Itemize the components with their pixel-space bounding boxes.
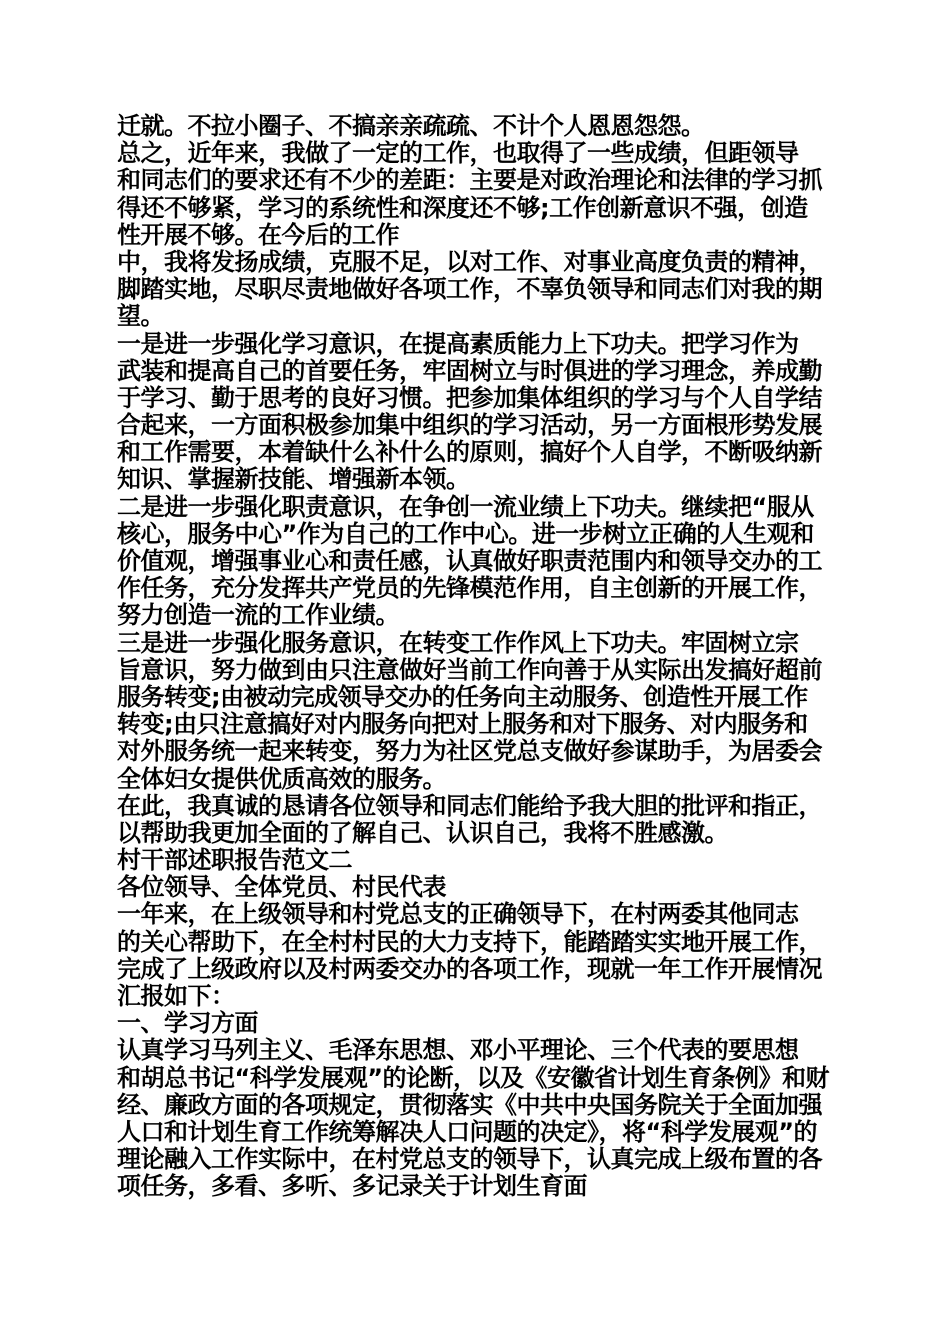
text-line: 服务转变;由被动完成领导交办的任务向主动服务、创造性开展工作 [117,682,808,711]
text-line: 汇报如下： [117,982,235,1010]
text-line: 理论融入工作实际中，在村党总支的领导下，认真完成上级布置的各 [117,1145,822,1174]
text-line: 转变;由只注意搞好对内服务向把对上服务和对下服务、对内服务和 [117,710,808,739]
text-line: 一年来，在上级领导和村党总支的正确领导下，在村两委其他同志 [117,900,799,929]
text-line: 知识、掌握新技能、增强新本领。 [117,465,470,494]
text-line: 人口和计划生育工作统筹解决人口问题的决定》，将“科学发展观”的 [117,1117,818,1146]
text-line: 望。 [117,302,164,331]
text-line: 以帮助我更加全面的了解自己、认识自己，我将不胜感激。 [117,818,728,847]
text-line: 旨意识，努力做到由只注意做好当前工作向善于从实际出发搞好超前 [117,655,822,684]
text-line: 合起来，一方面积极参加集中组织的学习活动，另一方面根形势发展 [117,411,822,440]
text-line: 三是进一步强化服务意识，在转变工作作风上下功夫。牢固树立宗 [117,628,799,657]
text-line: 总之，近年来，我做了一定的工作，也取得了一些成绩，但距领导 [117,139,799,168]
text-line: 核心，服务中心”作为自己的工作中心。进一步树立正确的人生观和 [117,519,814,548]
text-line: 村干部述职报告范文二 [117,846,352,875]
text-line: 经、廉政方面的各项规定，贯彻落实《中共中央国务院关于全面加强 [117,1090,822,1119]
text-line: 脚踏实地，尽职尽责地做好各项工作，不辜负领导和同志们对我的期 [117,275,822,304]
text-line: 项任务，多看、多听、多记录关于计划生育面 [117,1172,587,1201]
text-line: 二是进一步强化职责意识，在争创一流业绩上下功夫。继续把“服从 [117,492,814,521]
text-line: 的关心帮助下，在全村村民的大力支持下，能踏踏实实地开展工作， [117,927,822,956]
text-line: 中，我将发扬成绩，克服不足，以对工作、对事业高度负责的精神， [117,247,822,276]
text-line: 一、学习方面 [117,1009,258,1038]
text-line: 和工作需要，本着缺什么补什么的原则，搞好个人自学，不断吸纳新 [117,438,822,467]
text-line: 武装和提高自己的首要任务，牢固树立与时俱进的学习理念，养成勤 [117,356,822,385]
text-line: 认真学习马列主义、毛泽东思想、邓小平理论、三个代表的要思想 [117,1036,799,1065]
text-line: 和同志们的要求还有不少的差距：主要是对政治理论和法律的学习抓 [117,166,822,195]
text-line: 迁就。不拉小圈子、不搞亲亲疏疏、不计个人恩恩怨怨。 [117,112,705,140]
text-line: 一是进一步强化学习意识，在提高素质能力上下功夫。把学习作为 [117,329,799,358]
text-line: 性开展不够。在今后的工作 [117,220,399,249]
text-line: 得还不够紧，学习的系统性和深度还不够;工作创新意识不强，创造 [117,193,808,222]
text-line: 各位领导、全体党员、村民代表 [117,873,446,902]
text-line: 作任务，充分发挥共产党员的先锋模范作用，自主创新的开展工作， [117,574,822,603]
text-line: 完成了上级政府以及村两委交办的各项工作，现就一年工作开展情况 [117,954,822,983]
text-line: 和胡总书记“科学发展观”的论断，以及《安徽省计划生育条例》和财 [117,1063,830,1092]
text-line: 价值观，增强事业心和责任感，认真做好职责范围内和领导交办的工 [117,547,822,575]
text-line: 在此，我真诚的恳请各位领导和同志们能给予我大胆的批评和指正， [117,791,822,820]
text-line: 全体妇女提供优质高效的服务。 [117,764,446,793]
text-line: 努力创造一流的工作业绩。 [117,601,399,630]
document-body [117,113,839,1201]
text-line: 于学习、勤于思考的良好习惯。把参加集体组织的学习与个人自学结 [117,383,822,412]
text-line: 对外服务统一起来转变，努力为社区党总支做好参谋助手，为居委会 [117,737,822,766]
